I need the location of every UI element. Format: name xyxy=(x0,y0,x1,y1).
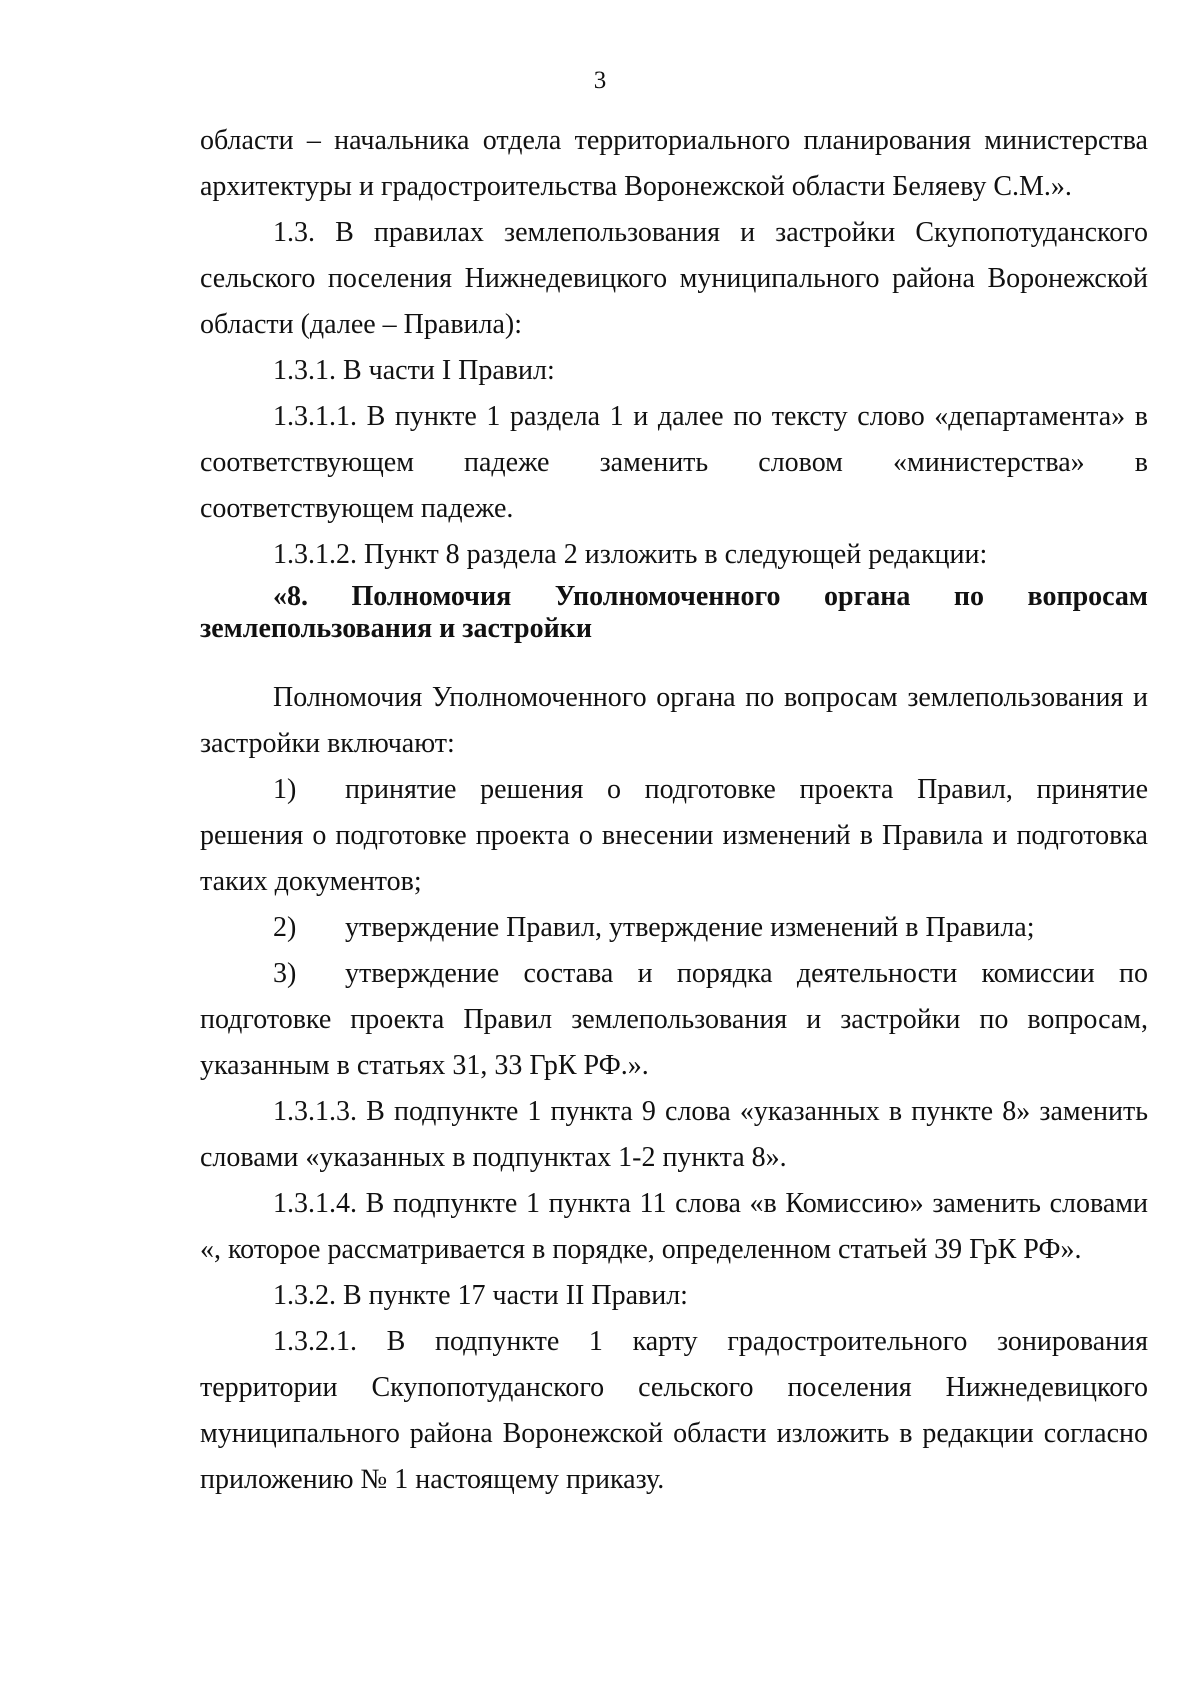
list-item-number: 1) xyxy=(273,774,297,805)
paragraph-1-3-2: 1.3.2. В пункте 17 части II Правил: xyxy=(273,1280,688,1311)
paragraph-1-3-1-1: 1.3.1.1. В пункте 1 раздела 1 и далее по тексту слово «департамента» в соответствующем падеже заменить словом «министерства» в соответствующем падеже. xyxy=(200,401,1148,524)
paragraph-powers-intro: Полномочия Уполномоченного органа по вопросам землепользования и застройки включают: xyxy=(200,682,1148,759)
list-item-number: 3) xyxy=(273,958,297,989)
list-item-text: утверждение состава и порядка деятельности комиссии по подготовке проекта Правил землепользования и застройки по вопросам, указанным в статьях 31, 33 ГрК РФ.». xyxy=(200,958,1148,1081)
paragraph-1-3-1-3: 1.3.1.3. В подпункте 1 пункта 9 слова «указанных в пункте 8» заменить словами «указанных в подпунктах 1-2 пункта 8». xyxy=(200,1096,1148,1173)
heading-spacer xyxy=(200,645,1148,675)
list-item-text: принятие решения о подготовке проекта Правил, принятие решения о подготовке проекта о внесении изменений в Правила и подготовка таких документов; xyxy=(200,774,1148,897)
page-number: 3 xyxy=(593,67,607,94)
paragraph-1-3-2-1: 1.3.2.1. В подпункте 1 карту градостроительного зонирования территории Скупопотуданского сельского поселения Нижнедевицкого муниципального района Воронежской области изложить в редакции согласно приложению № 1 настоящему приказу. xyxy=(200,1326,1148,1495)
list-item-1 xyxy=(200,767,1148,905)
document-body xyxy=(200,118,1148,1503)
list-item-3 xyxy=(200,951,1148,1089)
list-item-number: 2) xyxy=(273,912,297,943)
section-heading-8: «8. Полномочия Уполномоченного органа по вопросам землепользования и застройки xyxy=(200,581,1148,644)
paragraph-1-3: 1.3. В правилах землепользования и застройки Скупопотуданского сельского поселения Нижнедевицкого муниципального района Воронежской области (далее – Правила): xyxy=(200,217,1148,340)
list-item-2 xyxy=(200,905,1148,951)
paragraph-continuation: области – начальника отдела территориального планирования министерства архитектуры и градостроительства Воронежской области Беляеву С.М.». xyxy=(200,125,1148,202)
paragraph-1-3-1-2: 1.3.1.2. Пункт 8 раздела 2 изложить в следующей редакции: xyxy=(273,539,988,570)
paragraph-1-3-1-4: 1.3.1.4. В подпункте 1 пункта 11 слова «в Комиссию» заменить словами «, которое рассматривается в порядке, определенном статьей 39 ГрК РФ». xyxy=(200,1188,1148,1265)
paragraph-1-3-1: 1.3.1. В части I Правил: xyxy=(273,355,555,386)
list-item-text: утверждение Правил, утверждение изменений в Правила; xyxy=(345,912,1035,943)
